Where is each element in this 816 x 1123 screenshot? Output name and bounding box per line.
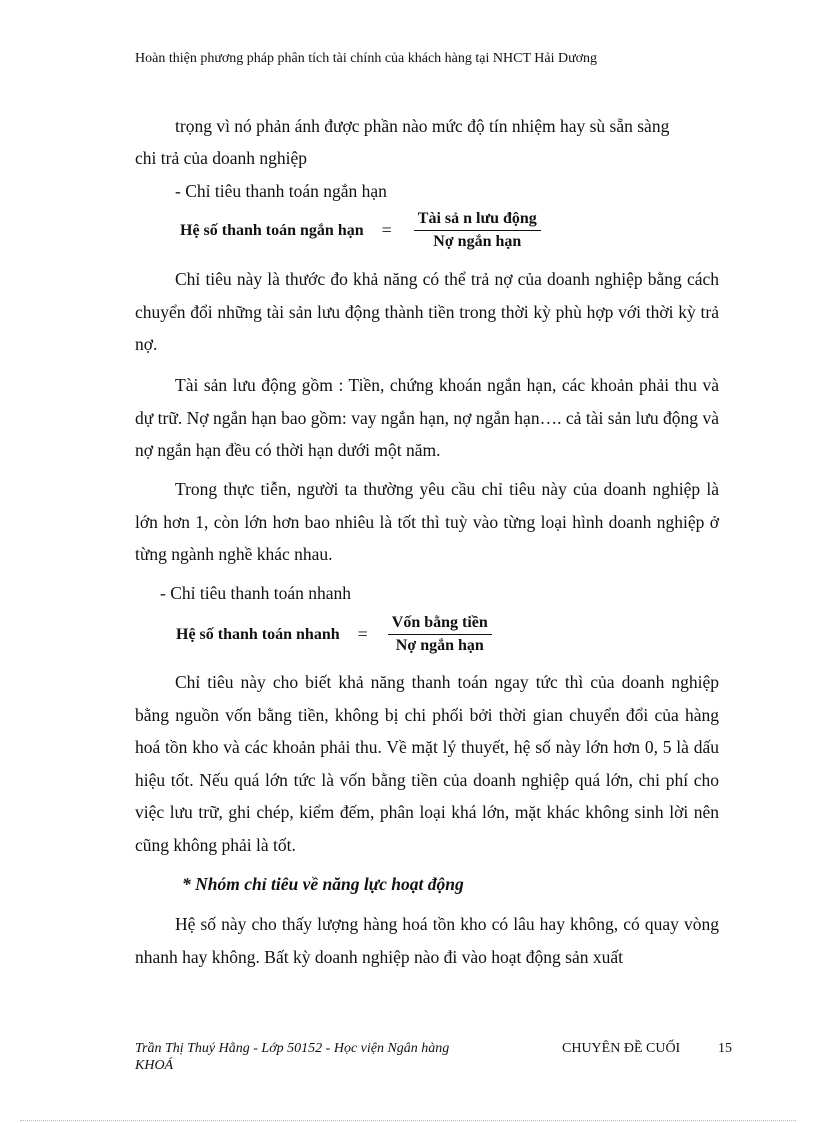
paragraph-4-text: Chỉ tiêu này cho biết khả năng thanh toán ngay tức thì của doanh nghiệp bằng nguồn vốn bằng tiền, không bị chi phối bởi thời gian chuyển đổi của hàng hoá tồn kho và các khoản phải thu. Về mặt lý thuyết, hệ số này lớn hơn 0, 5 là dấu hiệu tốt. Nếu quá lớn tức là vốn bằng tiền của doanh nghiệp quá lớn, chi phí cho việc lưu trữ, ghi chép, kiểm đếm, phân loại khá lớn, mặt khác không sinh lời nên cũng không phải là tốt.	[135, 672, 719, 855]
heading-activity-group: * Nhóm chỉ tiêu về năng lực hoạt động	[182, 874, 464, 894]
footer-author	[135, 1040, 449, 1074]
heading-quick-ratio: - Chỉ tiêu thanh toán nhanh	[160, 583, 352, 603]
paragraph-4	[135, 666, 719, 861]
running-header: Hoàn thiện phương pháp phân tích tài chính của khách hàng tại NHCT Hải Dương	[135, 51, 598, 66]
formula-quick-ratio-label: Hệ số thanh toán nhanh	[176, 625, 340, 643]
page-bottom-divider	[20, 1120, 796, 1121]
paragraph-2-text: Tài sản lưu động gồm : Tiền, chứng khoán ngắn hạn, các khoản phải thu và dự trữ. Nợ ngắn hạn bao gồm: vay ngắn hạn, nợ ngắn hạn…. cả tài sản lưu động và nợ ngắn hạn đều có thời hạn dưới một năm.	[135, 375, 719, 460]
formula-quick-ratio-denominator: Nợ ngắn hạn	[395, 637, 484, 655]
paragraph-5-text: Hệ số này cho thấy lượng hàng hoá tồn kho có lâu hay không, có quay vòng nhanh hay không. Bất kỳ doanh nghiệp nào đi vào hoạt động sản xuất	[135, 914, 719, 967]
formula-current-ratio	[180, 210, 541, 251]
formula-quick-ratio	[176, 614, 492, 655]
paragraph-5	[135, 908, 719, 973]
formula-current-ratio-numerator: Tài sả n lưu động	[417, 210, 537, 227]
paragraph-3-text: Trong thực tiễn, người ta thường yêu cầu chỉ tiêu này của doanh nghiệp là lớn hơn 1, còn lớn hơn bao nhiêu là tốt thì tuỳ vào từng loại hình doanh nghiệp ở từng ngành nghề khác nhau.	[135, 479, 719, 564]
formula-current-ratio-equals: =	[381, 220, 392, 241]
footer-author-line-1: Trần Thị Thuý Hằng - Lớp 50152 - Học viện Ngân hàng	[135, 1041, 450, 1056]
intro-line-1: trọng vì nó phản ánh được phần nào mức độ tín nhiệm hay sù sẵn sàng	[175, 116, 670, 136]
formula-current-ratio-label: Hệ số thanh toán ngắn hạn	[180, 221, 364, 239]
formula-quick-ratio-numerator: Vốn bằng tiền	[391, 614, 488, 631]
formula-quick-ratio-fraction	[388, 614, 492, 655]
paragraph-2	[135, 369, 719, 467]
footer-doc-type: CHUYÊN ĐỀ CUỐI	[562, 1041, 681, 1056]
paragraph-1	[135, 263, 719, 361]
paragraph-3	[135, 473, 719, 571]
formula-current-ratio-denominator: Nợ ngắn hạn	[433, 233, 522, 251]
page-number: 15	[718, 1041, 732, 1056]
formula-quick-ratio-equals: =	[357, 624, 368, 645]
footer-author-line-2: KHOÁ	[135, 1058, 174, 1073]
paragraph-1-text: Chỉ tiêu này là thước đo khả năng có thể trả nợ của doanh nghiệp bằng cách chuyển đổi những tài sản lưu động thành tiền trong thời kỳ phù hợp với thời kỳ trả nợ.	[135, 269, 719, 354]
intro-line-2: chi trả của doanh nghiệp	[135, 148, 308, 168]
heading-short-term-ratio: - Chỉ tiêu thanh toán ngắn hạn	[175, 181, 387, 201]
formula-current-ratio-fraction	[414, 210, 541, 251]
